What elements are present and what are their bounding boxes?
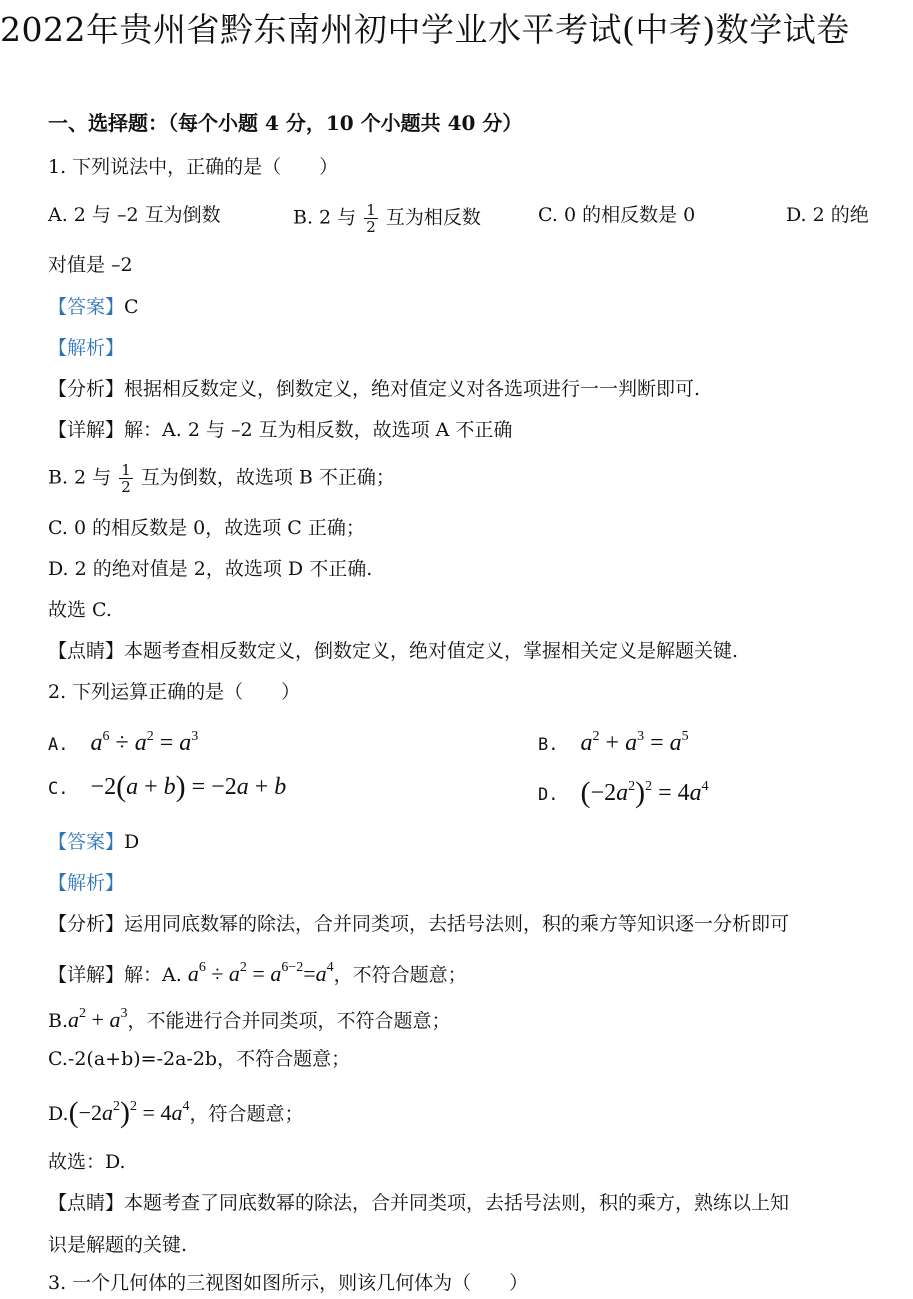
section-heading: 一、选择题：（每个小题 4 分，10 个小题共 40 分） [48,111,523,135]
answer-value: C [124,296,139,318]
math-expression: $a^6 \div a^2 = a^3$ [90,729,199,756]
q2-dianjing [48,1190,789,1216]
page-title: 2022年贵州省黔东南州初中学业水平考试(中考)数学试卷 [0,10,850,49]
fraction-numerator: 1 [366,201,376,219]
dianjing-text: 本题考查了同底数幂的除法，合并同类项，去括号法则，积的乘方，熟练以上知 [124,1192,790,1214]
q2-line-d [48,1094,303,1127]
q1-answer [48,294,139,320]
q1-analysis-tag: 【解析】 [48,337,125,359]
xiangjie-tag: 【详解】 [48,964,125,986]
q1-option-c: C. 0 的相反数是 0 [538,204,696,226]
line-b-prefix: B. 2 与 [48,466,112,489]
q2-option-d [538,774,709,808]
math-expression: $(-2a^2)^2 = 4a^4$ [68,1096,190,1129]
q2-line-c: C.-2(a+b)=-2a-2b，不符合题意； [48,1048,351,1070]
fenxi-tag: 【分析】 [48,378,125,400]
fraction-one-half [364,202,378,235]
xiangjie-tag: 【详解】 [48,419,125,441]
q2-fenxi [48,911,789,937]
q2-analysis-tag: 【解析】 [48,872,125,894]
q3-stem: 3. 一个几何体的三视图如图所示，则该几何体为（ ） [48,1272,529,1294]
fenxi-text: 运用同底数幂的除法，合并同类项，去括号法则，积的乘方等知识逐一分析即可 [124,913,790,935]
answer-tag: 【答案】 [48,831,125,853]
math-expression: −2(a + b) = −2a + b [90,770,287,803]
q1-option-b-suffix: 互为相反数 [385,206,481,229]
q2-choose: 故选：D. [48,1151,126,1173]
q2-option-b [538,724,689,758]
xiangjie-text: 解：A. 2 与 –2 互为相反数，故选项 A 不正确 [124,419,513,441]
q1-choose: 故选 C. [48,599,112,621]
fraction-numerator: 1 [121,461,131,479]
q1-option-a: A. 2 与 –2 互为倒数 [48,204,221,226]
answer-tag: 【答案】 [48,296,125,318]
q1-fenxi [48,376,700,402]
math-expression: $a^2 + a^3 = a^5$ [580,729,689,756]
fraction-denominator: 2 [366,218,376,236]
fraction-one-half [119,462,133,495]
q1-option-b-prefix: B. 2 与 [293,206,357,229]
dianjing-tag: 【点睛】 [48,640,125,662]
q2-line-b [48,1001,450,1034]
q1-line-d: D. 2 的绝对值是 2，故选项 D 不正确. [48,558,373,580]
q1-xiangjie [48,417,512,443]
q2-dianjing-continued: 识是解题的关键. [48,1234,188,1256]
fraction-denominator: 2 [121,478,131,496]
q1-option-b [293,202,481,235]
xiangjie-prefix: 解：A. [124,964,182,986]
q1-line-c: C. 0 的相反数是 0，故选项 C 正确； [48,517,365,539]
q1-option-d: D. 2 的绝 [786,204,869,226]
dianjing-tag: 【点睛】 [48,1192,125,1214]
q2-option-a [48,724,198,758]
line-d-prefix: D. [48,1103,69,1125]
xiangjie-suffix: ，不符合题意； [333,964,467,986]
fenxi-text: 根据相反数定义，倒数定义，绝对值定义对各选项进行一一判断即可. [124,378,701,400]
line-b-suffix: ，不能进行合并同类项，不符合题意； [127,1010,451,1032]
option-letter: D. [538,785,559,805]
q2-stem: 2. 下列运算正确的是（ ） [48,681,301,703]
option-letter: C. [48,779,69,799]
q1-line-b [48,462,395,495]
q1-stem: 1. 下列说法中，正确的是（ ） [48,156,339,178]
answer-value: D [124,831,140,853]
q1-dianjing [48,638,738,664]
q1-option-d-continued: 对值是 –2 [48,254,133,276]
fenxi-tag: 【分析】 [48,913,125,935]
option-letter: A. [48,735,69,755]
line-b-prefix: B. [48,1010,69,1032]
q2-answer [48,829,139,855]
option-letter: B. [538,735,559,755]
line-d-suffix: ，符合题意； [189,1103,304,1125]
math-expression: $a^2 + a^3$ [68,1006,128,1032]
math-expression: $a^6 \div a^2 = a^{6-2}=a^4$ [187,960,334,986]
q2-xiangjie [48,955,467,988]
q2-option-c [48,770,287,803]
line-b-suffix: 互为倒数，故选项 B 不正确； [140,466,395,489]
math-expression: $(-2a^2)^2 = 4a^4$ [580,776,709,809]
dianjing-text: 本题考查相反数定义，倒数定义，绝对值定义，掌握相关定义是解题关键. [124,640,739,662]
